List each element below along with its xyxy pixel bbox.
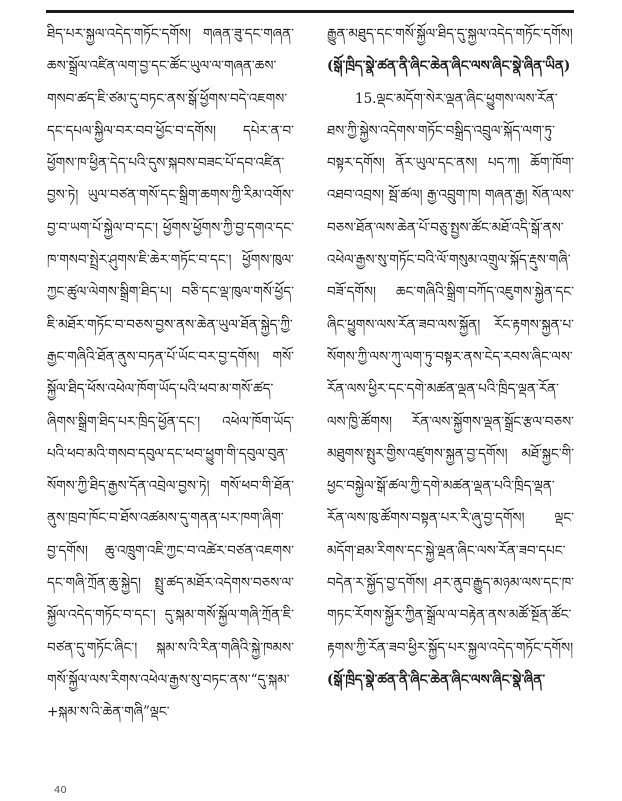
top-rule xyxy=(46,10,574,13)
paragraph-1-text: རྒྱུན་མཐུད་དང་གསོ་སྐྱོལ་ཐིད་དུ་སྐྱལ་འདེད་གཏོང་དགོས། xyxy=(327,26,573,42)
right-column-paragraph-2 xyxy=(327,83,574,697)
paragraph-1-note: (སྒོ་ཁྲིད་སྣེ་ཚན་ནི་ཞིང་ཆེན་ཞིང་ལས་ཞིང་སྣེ་ཞིན་ཡིན) xyxy=(327,58,571,75)
page-number: 40 xyxy=(54,785,67,796)
paragraph-2-text: 15.ལྡང་མདོག་སེར་ལྡན་ཞིང་ཕྱུགས་ལས་རོན་ཐས་ཀྱི་སྐྱེས་འདེགས་གཏོང་བསྒྲིད་འབྲུལ་སྐོད་ལག་ཏུ་བསྟར་དགོས། ནོར་ཡུལ་དང་ནས། པད་ཀ། ཆོག་ཁོག་འཐབ་འབྲས། སྦོ་ཚལ། རྒྱ་འབྲུག་ཁ། གཞན་རྒྱ། སོན་ལས་བཅས་ཐོན་ལས་ཆེན་པོ་བཅུ་སྤྱས་ཚོང་མཐོ་འདི་སྒོ་ནས་འཕེལ་རྒྱས་སུ་གཏོང་བའི་ལོ་གསུམ་འགྲུལ་སྐོད་རྡུས་གཞི་བཟོ་དགོས། ཆང་གཞིའི་སྒྲིག་བཀོད་འཇུགས་སྐྱེན་དང་ཞིང་ཕྱུགས་ལས་རོན་ཟབ་ལས་སྐྱོན། རོང་རྟགས་སྐྱན་པ་སོགས་ཀྱི་ལས་ཀུ་ལག་ཏུ་བསྟར་ནས་ངེད་རབས་ཞིང་ལས་རོན་ལས་ཕྱིར་དང་དགེ་མཚན་ལྡན་པའི་ཁྲིད་ལྡན་རོན་ལས་ཁྱི་ཚོགས། རོན་ལས་སྐྱོགས་ལྡན་སྒྲོང་རྩལ་བཅས་མཐུགས་སྤུར་གྱིས་འཛུགས་སྐྱན་བྱ་དགོས། མཐོ་སྐྱང་གི་ཕྱང་བསྐྱེལ་སྒོ་ཚལ་ཀྱི་དགེ་མཚན་ལྡན་པའི་ཁྲིད་ལྡན་རོན་ལས་ཁུ་ཚོགས་བསྟན་པར་རི་ཞུ་བྱ་དགོས། ལྡང་མདོག་ཐམ་རིགས་དང་སྐྱེ་ལྡན་ཞིང་ལས་རོན་ཟབ་དཔང་བདེན་ར་སྐྱོད་བྱ་དགོས། ཤར་ནུབ་རྒྱུད་མཉམ་ལས་དང་ཁ་གཏང་རོགས་སྐྱོར་ཀྱིན་སྒྲོལ་ལ་བརྟེན་ནས་མཚོ་སྔོན་ཚོང་རྟགས་ཀྱི་རོན་ཟབ་ཕྱིར་སྐྱོད་པར་སྐྱལ་འདེད་གཏོང་དགོས། xyxy=(327,90,574,656)
paragraph-2-note: (སྒོ་ཁྲིད་སྣེ་ཚན་ནི་ཞིང་ཆེན་ཞིང་ལས་ཞིང་སྣེ་ཞིན་ xyxy=(327,671,546,688)
left-column-paragraph: ཐིད་པར་སྐྱལ་འདེད་གཏོང་དགོས། གཞན་ཟུ་དང་གཞན་ཆས་སྒྲོལ་འཛིན་ལག་བྱ་དང་ཚོང་ཡུལ་ལ་གཞན་ཆས་གསབ་ཚད་ཇི་ཙམ་དུ་བཏང་ནས་སྒོ་ཕྱོགས་བདེ་འཇགས་དང་དཔལ་སྐྱིལ་བར་བབ་ཕྱོང་བ་དགོས། དཔེར་ན་བ་ཕྱོགས་ཁ་ཕྱིན་དེད་པའི་དུས་སྐབས་བཟང་པོ་དབ་འཛིན་བྱས་ཏེ། ཡུལ་བཙན་གསོ་དང་སྒྲིག་ཆགས་ཀྱི་རིམ་འགོས་བྱ་བ་ཡག་པོ་སྐྱེལ་བ་དང་། ཕྱོགས་ཕྱོགས་ཀྱི་བྱ་དགའ་དང་ཁ་གསབ་སྤྲེར་ཤུགས་ཇི་ཆེར་གཏོང་བ་དང་། ཕྱོགས་ཁུལ་ཀྱང་ཚུལ་ལེགས་སྒྲིག་ཐིད་པ། བཅི་དང་ལྡ་ཁུལ་གསོ་ཕྱོད་ཇི་མཐོར་གཏོང་བ་བཅས་བྱས་ནས་ཆེན་ཡུལ་ཐོན་སྐྱེད་ཀྱི་རྒྱང་གཞིའི་ཐོན་ནུས་བཏན་པོ་ཡོང་བར་བྱ་དགོས། གསོ་སྐྱོལ་ཐིད་ཕོས་འཕེལ་ཁོག་ཡོད་པའི་ཕབ་མ་གསོ་ཚད་ཞིགས་སྒྲིག་ཐིད་པར་ཁྲིད་ཕྱོན་དང་། འཕེལ་ཁོག་ཡོད་པའི་ཕབ་མའི་གསབ་དབུལ་དང་ཕབ་ཕྱུག་གི་དབུལ་བུན་སོགས་ཀྱི་ཐིད་རྒྱས་དོན་འབྲེལ་བྱས་ཏེ། གསོ་ཕབ་གི་ཐོན་ནུས་ཁྲབ་ཁོང་བ་ཐོས་འཚམས་དུ་གནན་པར་ཁག་ཞིག་བྱ་དགོས། ཆུ་འཁྲུག་འཇི་ཀྱང་བ་འཚེར་བཙན་འཇགས་དང་གཞི་ཀྲོན་ཆུ་སྐྱེད། སྤྲུ་ཚད་མཐོར་འདེགས་བཅས་ལ་སྐྱོལ་འདེད་གཏོང་བ་དང་། དུ་སྐམ་གསོ་སྐྱོལ་གཞི་ཀྲོན་ཇི་བཙན་དུ་གཏོང་ཞིང་། སྐམ་ས་འི་རིན་གཞིའི་སྐྱེ་ཁམས་གསོ་སྐྱོལ་ལས་རིགས་འཕེལ་རྒྱས་སུ་བཏང་ནས་“དུ་སྐམ་+སྐམ་ས་འི་ཆེན་གཞི”ལྡང་ xyxy=(47,26,294,721)
left-column xyxy=(47,18,294,778)
right-column-paragraph-1 xyxy=(327,18,574,83)
right-column xyxy=(327,18,574,778)
